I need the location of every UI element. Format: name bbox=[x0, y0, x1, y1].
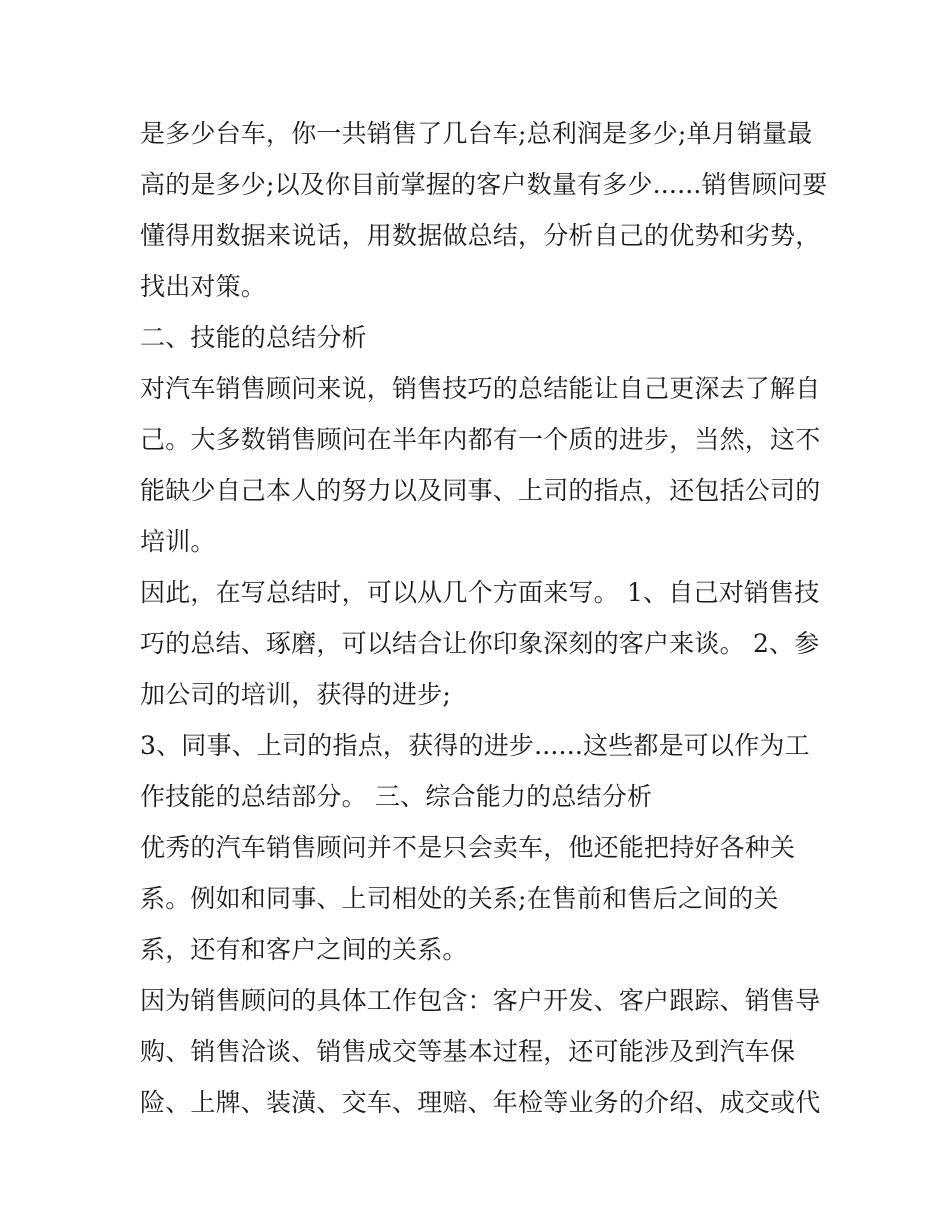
text-line: 因此，在写总结时，可以从几个方面来写。 1、自己对销售技 bbox=[140, 578, 820, 607]
text-line: 系。例如和同事、上司相处的关系;在售前和售后之间的关 bbox=[140, 884, 779, 913]
text-line: 培训。 bbox=[140, 527, 216, 556]
text-line: 高的是多少;以及你目前掌握的客户数量有多少......销售顾问要 bbox=[140, 170, 828, 199]
text-line: 系，还有和客户之间的关系。 bbox=[140, 935, 468, 964]
text-line: 能缺少自己本人的努力以及同事、上司的指点，还包括公司的 bbox=[140, 476, 821, 505]
text-line: 优秀的汽车销售顾问并不是只会卖车，他还能把持好各种关 bbox=[140, 833, 796, 862]
text-line: 作技能的总结部分。 三、综合能力的总结分析 bbox=[140, 782, 653, 811]
text-line: 巧的总结、琢磨，可以结合让你印象深刻的客户来谈。 2、参 bbox=[140, 629, 820, 658]
text-line: 险、上牌、装潢、交车、理赔、年检等业务的介绍、成交或代 bbox=[140, 1088, 821, 1117]
text-line: 对汽车销售顾问来说，销售技巧的总结能让自己更深去了解自 bbox=[140, 374, 821, 403]
text-line: 己。大多数销售顾问在半年内都有一个质的进步，当然，这不 bbox=[140, 425, 821, 454]
section-heading-skills: 二、技能的总结分析 bbox=[140, 323, 367, 352]
body-text bbox=[140, 108, 828, 1128]
text-line: 是多少台车，你一共销售了几台车;总利润是多少;单月销量最 bbox=[140, 119, 813, 148]
text-line: 懂得用数据来说话，用数据做总结，分析自己的优势和劣势， bbox=[140, 221, 821, 250]
text-line: 找出对策。 bbox=[140, 272, 267, 301]
text-line: 3、同事、上司的指点，获得的进步......这些都是可以作为工 bbox=[140, 731, 810, 760]
text-line: 加公司的培训，获得的进步; bbox=[140, 680, 452, 709]
text-line: 因为销售顾问的具体工作包含：客户开发、客户跟踪、销售导 bbox=[140, 986, 821, 1015]
text-line: 购、销售洽谈、销售成交等基本过程，还可能涉及到汽车保 bbox=[140, 1037, 796, 1066]
